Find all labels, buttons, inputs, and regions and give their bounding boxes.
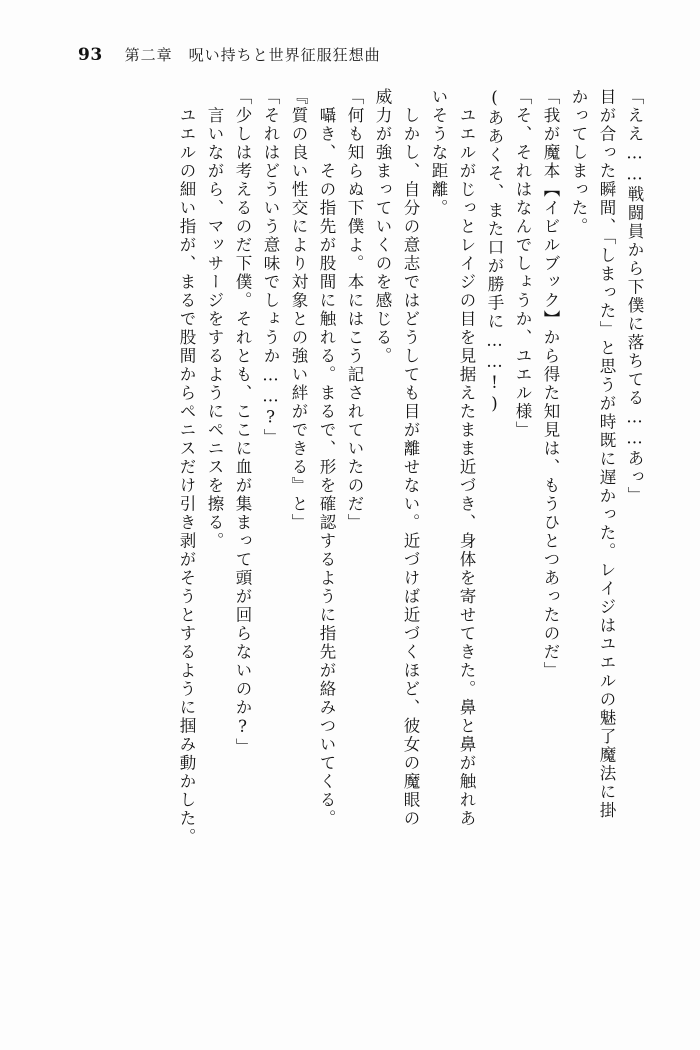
running-head: 第二章 呪い持ちと世界征服狂想曲	[124, 46, 381, 64]
text-line: いそうな距離。	[429, 88, 448, 218]
text-line: かってしまった。	[569, 88, 588, 236]
text-line: 言いながら、マッサージをするようにペニスを擦る。	[205, 88, 224, 551]
text-line: 目が合った瞬間、「しまった」と思うが時既に遅かった。レイジはユエルの魅了魔法に掛	[597, 88, 616, 820]
text-line: しかし、自分の意志ではどうしても目が離せない。近づけば近づくほど、彼女の魔眼の	[401, 88, 420, 828]
vertical-text-block	[62, 88, 642, 1018]
text-line: (ああくそ、また口が勝手に……!)	[485, 88, 504, 415]
text-line: ユエルの細い指が、まるで股間からペニスだけ引き剥がそうとするように掴み動かした。	[177, 88, 196, 847]
text-line: 「そ、それはなんでしょうか、ユエル様」	[513, 88, 532, 440]
text-line: 威力が強まっていくのを感じる。	[373, 88, 392, 366]
text-line: 「我が魔本【イビルブック】から得た知見は、もうひとつあったのだ」	[541, 88, 560, 680]
text-line: 「少しは考えるのだ下僕。それとも、ここに血が集まって頭が回らないのか?」	[233, 88, 252, 757]
text-line: ユエルがじっとレイジの目を見据えたまま近づき、身体を寄せてきた。鼻と鼻が触れあ	[457, 88, 476, 828]
page-body	[62, 88, 642, 1018]
text-line: 「何も知らぬ下僕よ。本にはこう記されていたのだ」	[345, 88, 364, 532]
page-header	[78, 44, 381, 65]
page-number: 93	[78, 45, 103, 65]
text-line: 囁き、その指先が股間に触れる。まるで、形を確認するように指先が絡みついてくる。	[317, 88, 336, 828]
text-line: 「ええ……戦闘員から下僕に落ちてる……あっ」	[625, 88, 644, 505]
text-line: 『質の良い性交により対象との強い絆ができる』と」	[289, 88, 308, 532]
text-line: 「それはどういう意味でしょうか……?」	[261, 88, 280, 447]
